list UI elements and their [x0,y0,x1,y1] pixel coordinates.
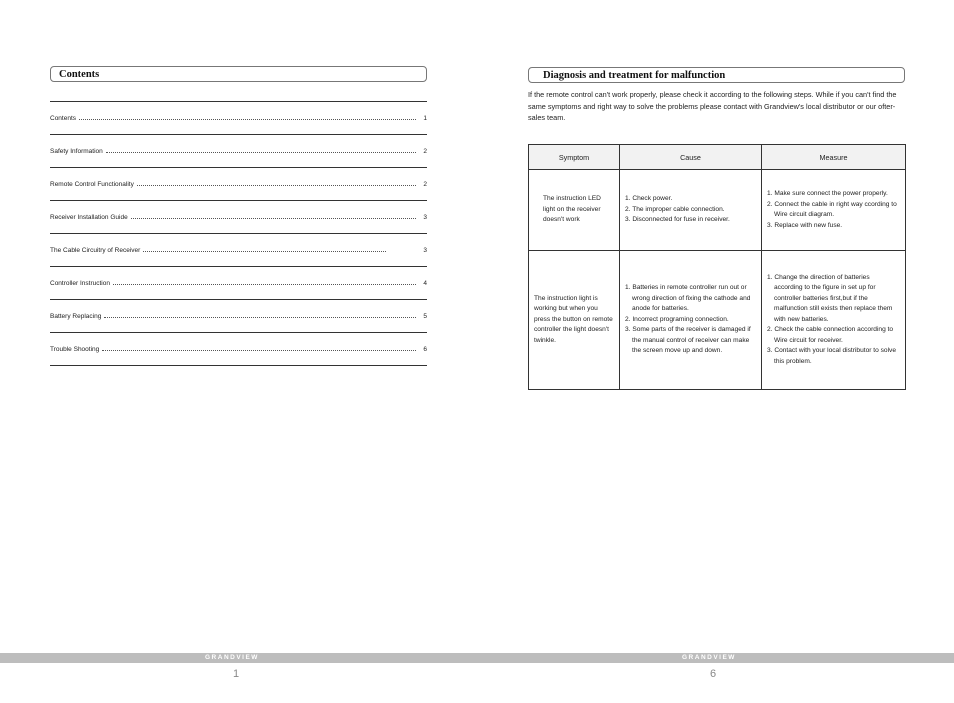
toc-entry[interactable] [50,234,427,267]
toc-leader [106,152,416,153]
toc-page: 2 [423,180,427,188]
toc-leader [79,119,416,120]
toc-page: 4 [423,279,427,287]
cause-cell [620,251,762,390]
symptom-cell: The instruction LED light on the receiver doesn't work [529,170,620,251]
table-header-row [529,145,906,170]
toc-page: 5 [423,312,427,320]
diagnosis-title: Diagnosis and treatment for malfunction [528,67,905,83]
footer-bar [0,653,954,663]
right-page [477,0,954,703]
toc-label: Controller Instruction [50,279,110,287]
measure-item: 3. Contact with your local distributor to solve this problem. [767,347,897,365]
measure-item: 1. Change the direction of batteries according to the figure in set up for controller batteries first,but if the malfunction still exists then replace them with new batteries. [767,273,893,323]
brand-logo: GRANDVIEW [205,654,259,661]
toc-leader [131,218,416,219]
toc-page: 3 [423,213,427,221]
measure-item: 2. Connect the cable in right way ccording to Wire circuit diagram. [767,200,897,218]
measure-cell [762,170,906,251]
toc-entry[interactable] [50,201,427,234]
toc-page: 3 [423,246,427,254]
brand-logo: GRANDVIEW [682,654,736,661]
measure-item: 3. Replace with new fuse. [767,221,843,229]
toc-entry[interactable] [50,267,427,300]
header-measure: Measure [762,145,906,170]
cause-item: 2. The improper cable connection. [625,205,725,213]
toc-leader [137,185,416,186]
toc-label: Trouble Shooting [50,345,100,353]
toc-leader [104,317,416,318]
toc-label: Safety Information [50,147,103,155]
toc-page: 6 [423,345,427,353]
cause-item: 1. Check power. [625,195,673,203]
symptom-cell: The instruction light is working but when you press the button on remote controller the light doesn't twinkle. [529,251,620,390]
toc-label: Contents [50,114,77,122]
cause-cell [620,170,762,251]
table-row [529,170,906,251]
toc-label: Receiver Installation Guide [50,213,128,221]
header-cause: Cause [620,145,762,170]
header-symptom: Symptom [529,145,620,170]
page-number: 1 [233,668,240,680]
toc-leader [102,350,416,351]
table-row [529,251,906,390]
toc-entry[interactable] [50,333,427,366]
toc-entry[interactable] [50,168,427,201]
measure-item: 1. Make sure connect the power properly. [767,190,888,197]
toc-page: 2 [423,147,427,155]
toc-entry[interactable] [50,300,427,333]
toc-leader [143,251,386,252]
cause-item: 3. Disconnected for fuse in receiver. [625,216,730,224]
cause-item: 2. Incorrect programing connection. [625,315,729,323]
table-of-contents [50,101,427,366]
measure-item: 2. Check the cable connection according to Wire circuit for receiver. [767,326,894,344]
toc-leader [113,284,416,285]
toc-page: 1 [423,114,427,122]
toc-entry[interactable] [50,135,427,168]
measure-cell [762,251,906,390]
toc-label: Remote Control Functionality [50,180,134,188]
toc-label: Battery Replacing [50,312,102,320]
cause-item: 3. Some parts of the receiver is damaged if the manual control of receiver can make the screen move up and down. [625,326,751,355]
contents-title: Contents [50,66,427,82]
toc-label: The Cable Circuitry of Receiver [50,246,141,254]
page-number: 6 [710,668,717,680]
cause-item: 1. Batteries in remote controller run out or wrong direction of fixing the cathode and anode for batteries. [625,284,751,313]
intro-paragraph: If the remote control can't work properly, please check it according to the following steps. While if you can't find the same symptoms and right way to solve the problems please contact with Grandview's local distributor or our ofter-sales team. [528,90,897,122]
toc-entry[interactable] [50,102,427,135]
diagnosis-table [528,144,906,390]
